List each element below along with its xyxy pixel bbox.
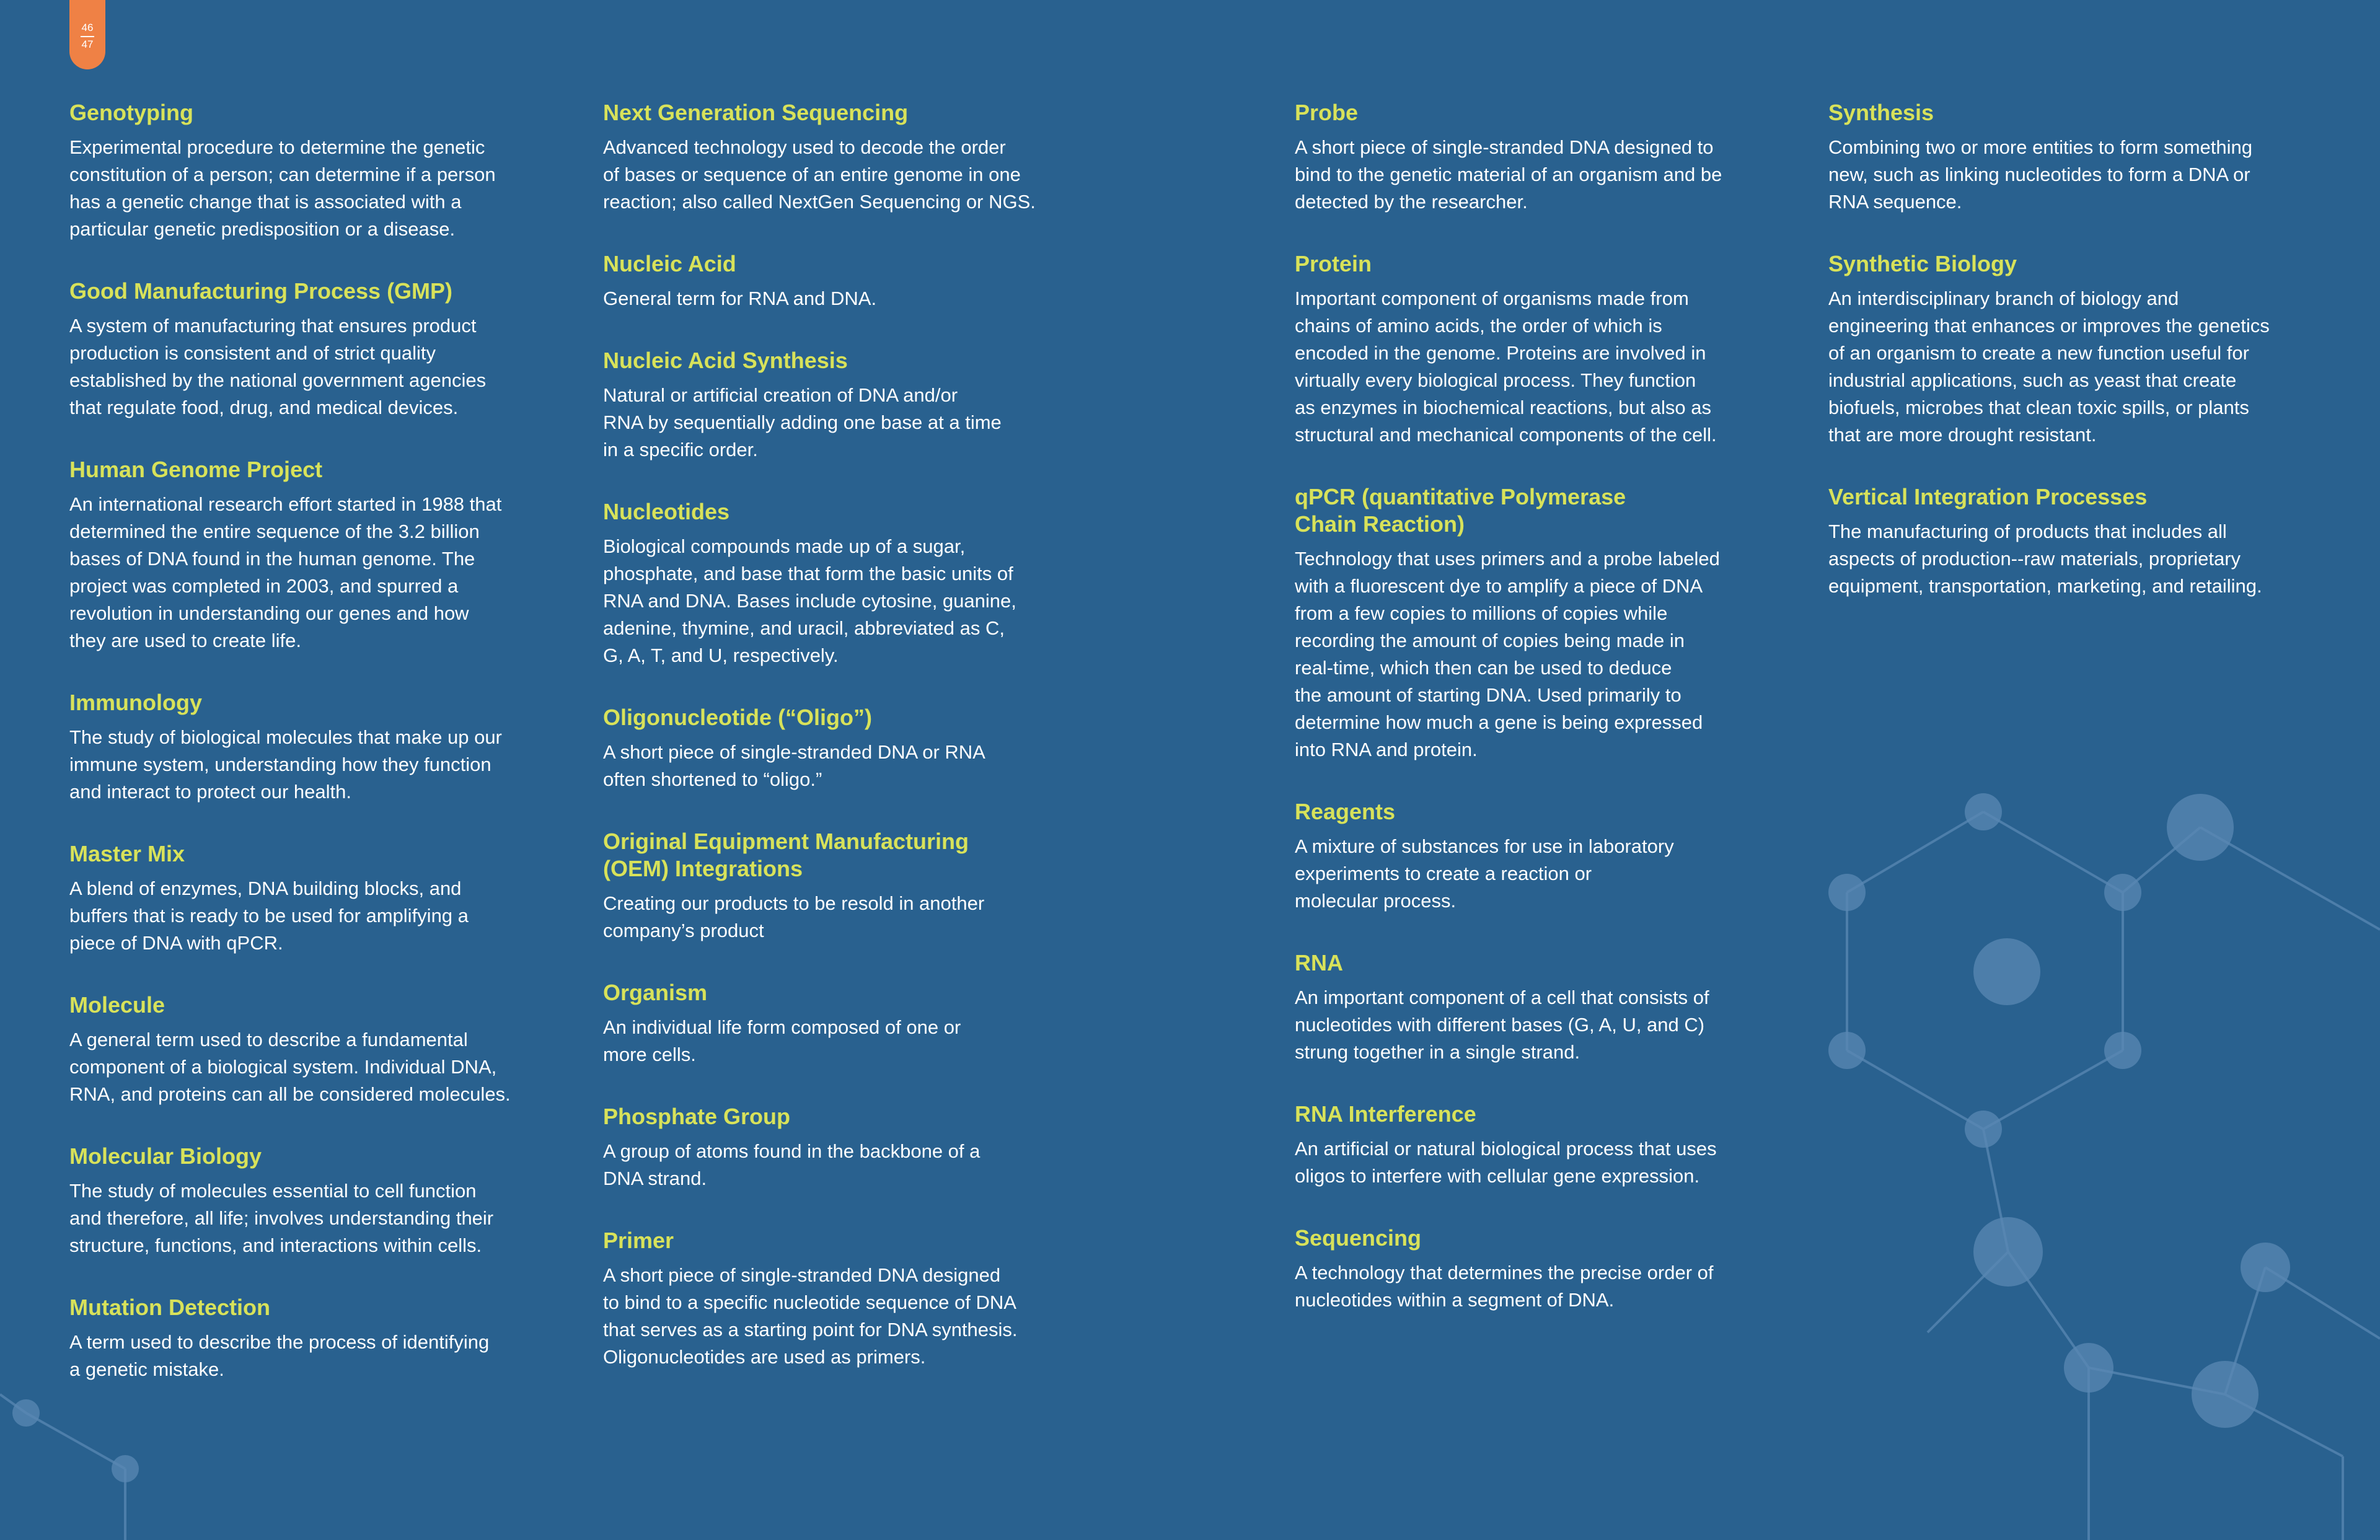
glossary-entry (1828, 250, 2318, 449)
page-number-right: 47 (81, 38, 94, 50)
glossary-entry (603, 704, 1093, 793)
glossary-entry (603, 99, 1093, 216)
glossary-entry (1828, 483, 2318, 600)
glossary-term: Phosphate Group (603, 1104, 791, 1129)
glossary-term: Original Equipment Manufacturing (OEM) Integrations (603, 829, 969, 881)
glossary-entry (1295, 798, 1784, 915)
glossary-term: Synthesis (1828, 100, 1934, 125)
page-number-divider (81, 36, 94, 37)
glossary-entry (1295, 949, 1784, 1066)
glossary-definition: A system of manufacturing that ensures product production is consistent and of strict quality established by the national government agencies that regulate food, drug, and medical devices. (69, 315, 487, 418)
glossary-definition: Technology that uses primers and a probe labeled with a fluorescent dye to amplify a piece of DNA from a few copies to millions of copies while recording the amount of copies being made in real-time, which then can be used to deduce the amount of starting DNA. Used primarily to determine how much a gene is being expressed into RNA and protein. (1295, 548, 1720, 760)
glossary-definition: General term for RNA and DNA. (603, 288, 877, 309)
glossary-term: Probe (1295, 100, 1359, 125)
glossary-entry (1295, 1225, 1784, 1314)
glossary-definition: A group of atoms found in the backbone of a DNA strand. (603, 1140, 981, 1189)
glossary-definition: An individual life form composed of one or more cells. (603, 1016, 961, 1065)
glossary-definition: A short piece of single-stranded DNA designed to bind to the genetic material of an organism and be detected by the researcher. (1295, 136, 1722, 213)
glossary-term: Reagents (1295, 799, 1396, 824)
glossary-definition: The study of molecules essential to cell function and therefore, all life; involves understanding their structure, functions, and interactions within cells. (69, 1180, 494, 1256)
glossary-term: Nucleotides (603, 499, 730, 524)
glossary-entry (69, 1294, 559, 1383)
glossary-definition: Important component of organisms made from chains of amino acids, the order of which is encoded in the genome. Proteins are involved in virtually every biological process. They function as enzymes in biochemical reactions, but also as structural and mechanical components of the cell. (1295, 288, 1717, 446)
glossary-term: Immunology (69, 690, 202, 715)
glossary-column-1 (69, 99, 559, 1418)
glossary-entry (1295, 99, 1784, 216)
glossary-entry (1295, 250, 1784, 449)
glossary-entry (1295, 483, 1784, 763)
glossary-definition: A blend of enzymes, DNA building blocks, and buffers that is ready to be used for amplifying a piece of DNA with qPCR. (69, 878, 469, 954)
glossary-entry (69, 992, 559, 1108)
glossary-definition: A short piece of single-stranded DNA or RNA often shortened to “oligo.” (603, 741, 985, 790)
glossary-term: Nucleic Acid (603, 251, 736, 276)
glossary-column-2 (603, 99, 1093, 1406)
glossary-entry (603, 1227, 1093, 1371)
glossary-term: Vertical Integration Processes (1828, 484, 2148, 509)
glossary-term: Genotyping (69, 100, 193, 125)
glossary-entry (69, 278, 559, 421)
glossary-definition: Biological compounds made up of a sugar, phosphate, and base that form the basic units of RNA and DNA. Bases include cytosine, guanine, adenine, thymine, and uracil, abbreviated as C, G, A, T, and U, respectively. (603, 535, 1016, 666)
glossary-entry (69, 1143, 559, 1259)
glossary-term: qPCR (quantitative Polymerase Chain Reaction) (1295, 484, 1626, 537)
glossary-entry (603, 979, 1093, 1068)
glossary-definition: Advanced technology used to decode the order of bases or sequence of an entire genome in one reaction; also called NextGen Sequencing or NGS. (603, 136, 1036, 213)
glossary-definition: Combining two or more entities to form something new, such as linking nucleotides to form a DNA or RNA sequence. (1828, 136, 2253, 213)
glossary-definition: A short piece of single-stranded DNA designed to bind to a specific nucleotide sequence of DNA that serves as a starting point for DNA synthesis. Oligonucleotides are used as primers. (603, 1264, 1018, 1368)
glossary-entry (603, 250, 1093, 312)
page-number-tab (69, 0, 105, 69)
glossary-term: Sequencing (1295, 1225, 1422, 1251)
glossary-definition: An international research effort started in 1988 that determined the entire sequence of the 3.2 billion bases of DNA found in the human genome. The project was completed in 2003, and spurred a revolution in understanding our genes and how they are used to create life. (69, 493, 502, 651)
glossary-term: Primer (603, 1228, 674, 1253)
glossary-definition: An interdisciplinary branch of biology and engineering that enhances or improves the genetics of an organism to create a new function useful for industrial applications, such as yeast that create biofuels, microbes that clean toxic spills, or plants that are more drought resistant. (1828, 288, 2270, 446)
glossary-term: Protein (1295, 251, 1372, 276)
glossary-entry (69, 456, 559, 654)
glossary-entry (603, 498, 1093, 669)
glossary-definition: Experimental procedure to determine the genetic constitution of a person; can determine if a person has a genetic change that is associated with a particular genetic predisposition or a disease. (69, 136, 496, 240)
glossary-column-3 (1295, 99, 1784, 1349)
glossary-definition: The study of biological molecules that make up our immune system, understanding how they function and interact to protect our health. (69, 726, 502, 803)
glossary-entry (69, 840, 559, 957)
glossary-term: Next Generation Sequencing (603, 100, 909, 125)
glossary-entry (1295, 1101, 1784, 1190)
glossary-definition: A technology that determines the precise order of nucleotides within a segment of DNA. (1295, 1262, 1714, 1311)
glossary-definition: The manufacturing of products that includes all aspects of production--raw materials, proprietary equipment, transportation, marketing, and retailing. (1828, 521, 2262, 597)
glossary-definition: Creating our products to be resold in another company’s product (603, 892, 985, 941)
glossary-entry (603, 347, 1093, 464)
glossary-term: Mutation Detection (69, 1295, 270, 1320)
glossary-definition: A general term used to describe a fundamental component of a biological system. Individual DNA, RNA, and proteins can all be considered molecules. (69, 1029, 511, 1105)
glossary-definition: An artificial or natural biological process that uses oligos to interfere with cellular gene expression. (1295, 1138, 1717, 1187)
glossary-term: Molecule (69, 992, 165, 1018)
glossary-entry (603, 828, 1093, 944)
glossary-term: Organism (603, 980, 708, 1005)
glossary-definition: A term used to describe the process of identifying a genetic mistake. (69, 1331, 490, 1380)
glossary-definition: An important component of a cell that consists of nucleotides with different bases (G, A, U, and C) strung together in a single strand. (1295, 987, 1709, 1063)
glossary-entry (1828, 99, 2318, 216)
glossary-definition: A mixture of substances for use in laboratory experiments to create a reaction or molecular process. (1295, 835, 1674, 912)
glossary-term: Human Genome Project (69, 457, 323, 482)
glossary-entry (69, 689, 559, 806)
glossary-term: Master Mix (69, 841, 185, 866)
glossary-term: Molecular Biology (69, 1143, 262, 1169)
glossary-term: Good Manufacturing Process (GMP) (69, 278, 453, 304)
glossary-term: Synthetic Biology (1828, 251, 2017, 276)
glossary-entry (603, 1103, 1093, 1192)
glossary-column-4 (1828, 99, 2318, 635)
glossary-definition: Natural or artificial creation of DNA and/or RNA by sequentially adding one base at a time in a specific order. (603, 384, 1002, 460)
glossary-term: RNA (1295, 950, 1343, 975)
glossary-term: Nucleic Acid Synthesis (603, 348, 848, 373)
glossary-entry (69, 99, 559, 243)
glossary-term: RNA Interference (1295, 1101, 1476, 1127)
page-number-left: 46 (81, 22, 94, 33)
glossary-term: Oligonucleotide (“Oligo”) (603, 705, 872, 730)
